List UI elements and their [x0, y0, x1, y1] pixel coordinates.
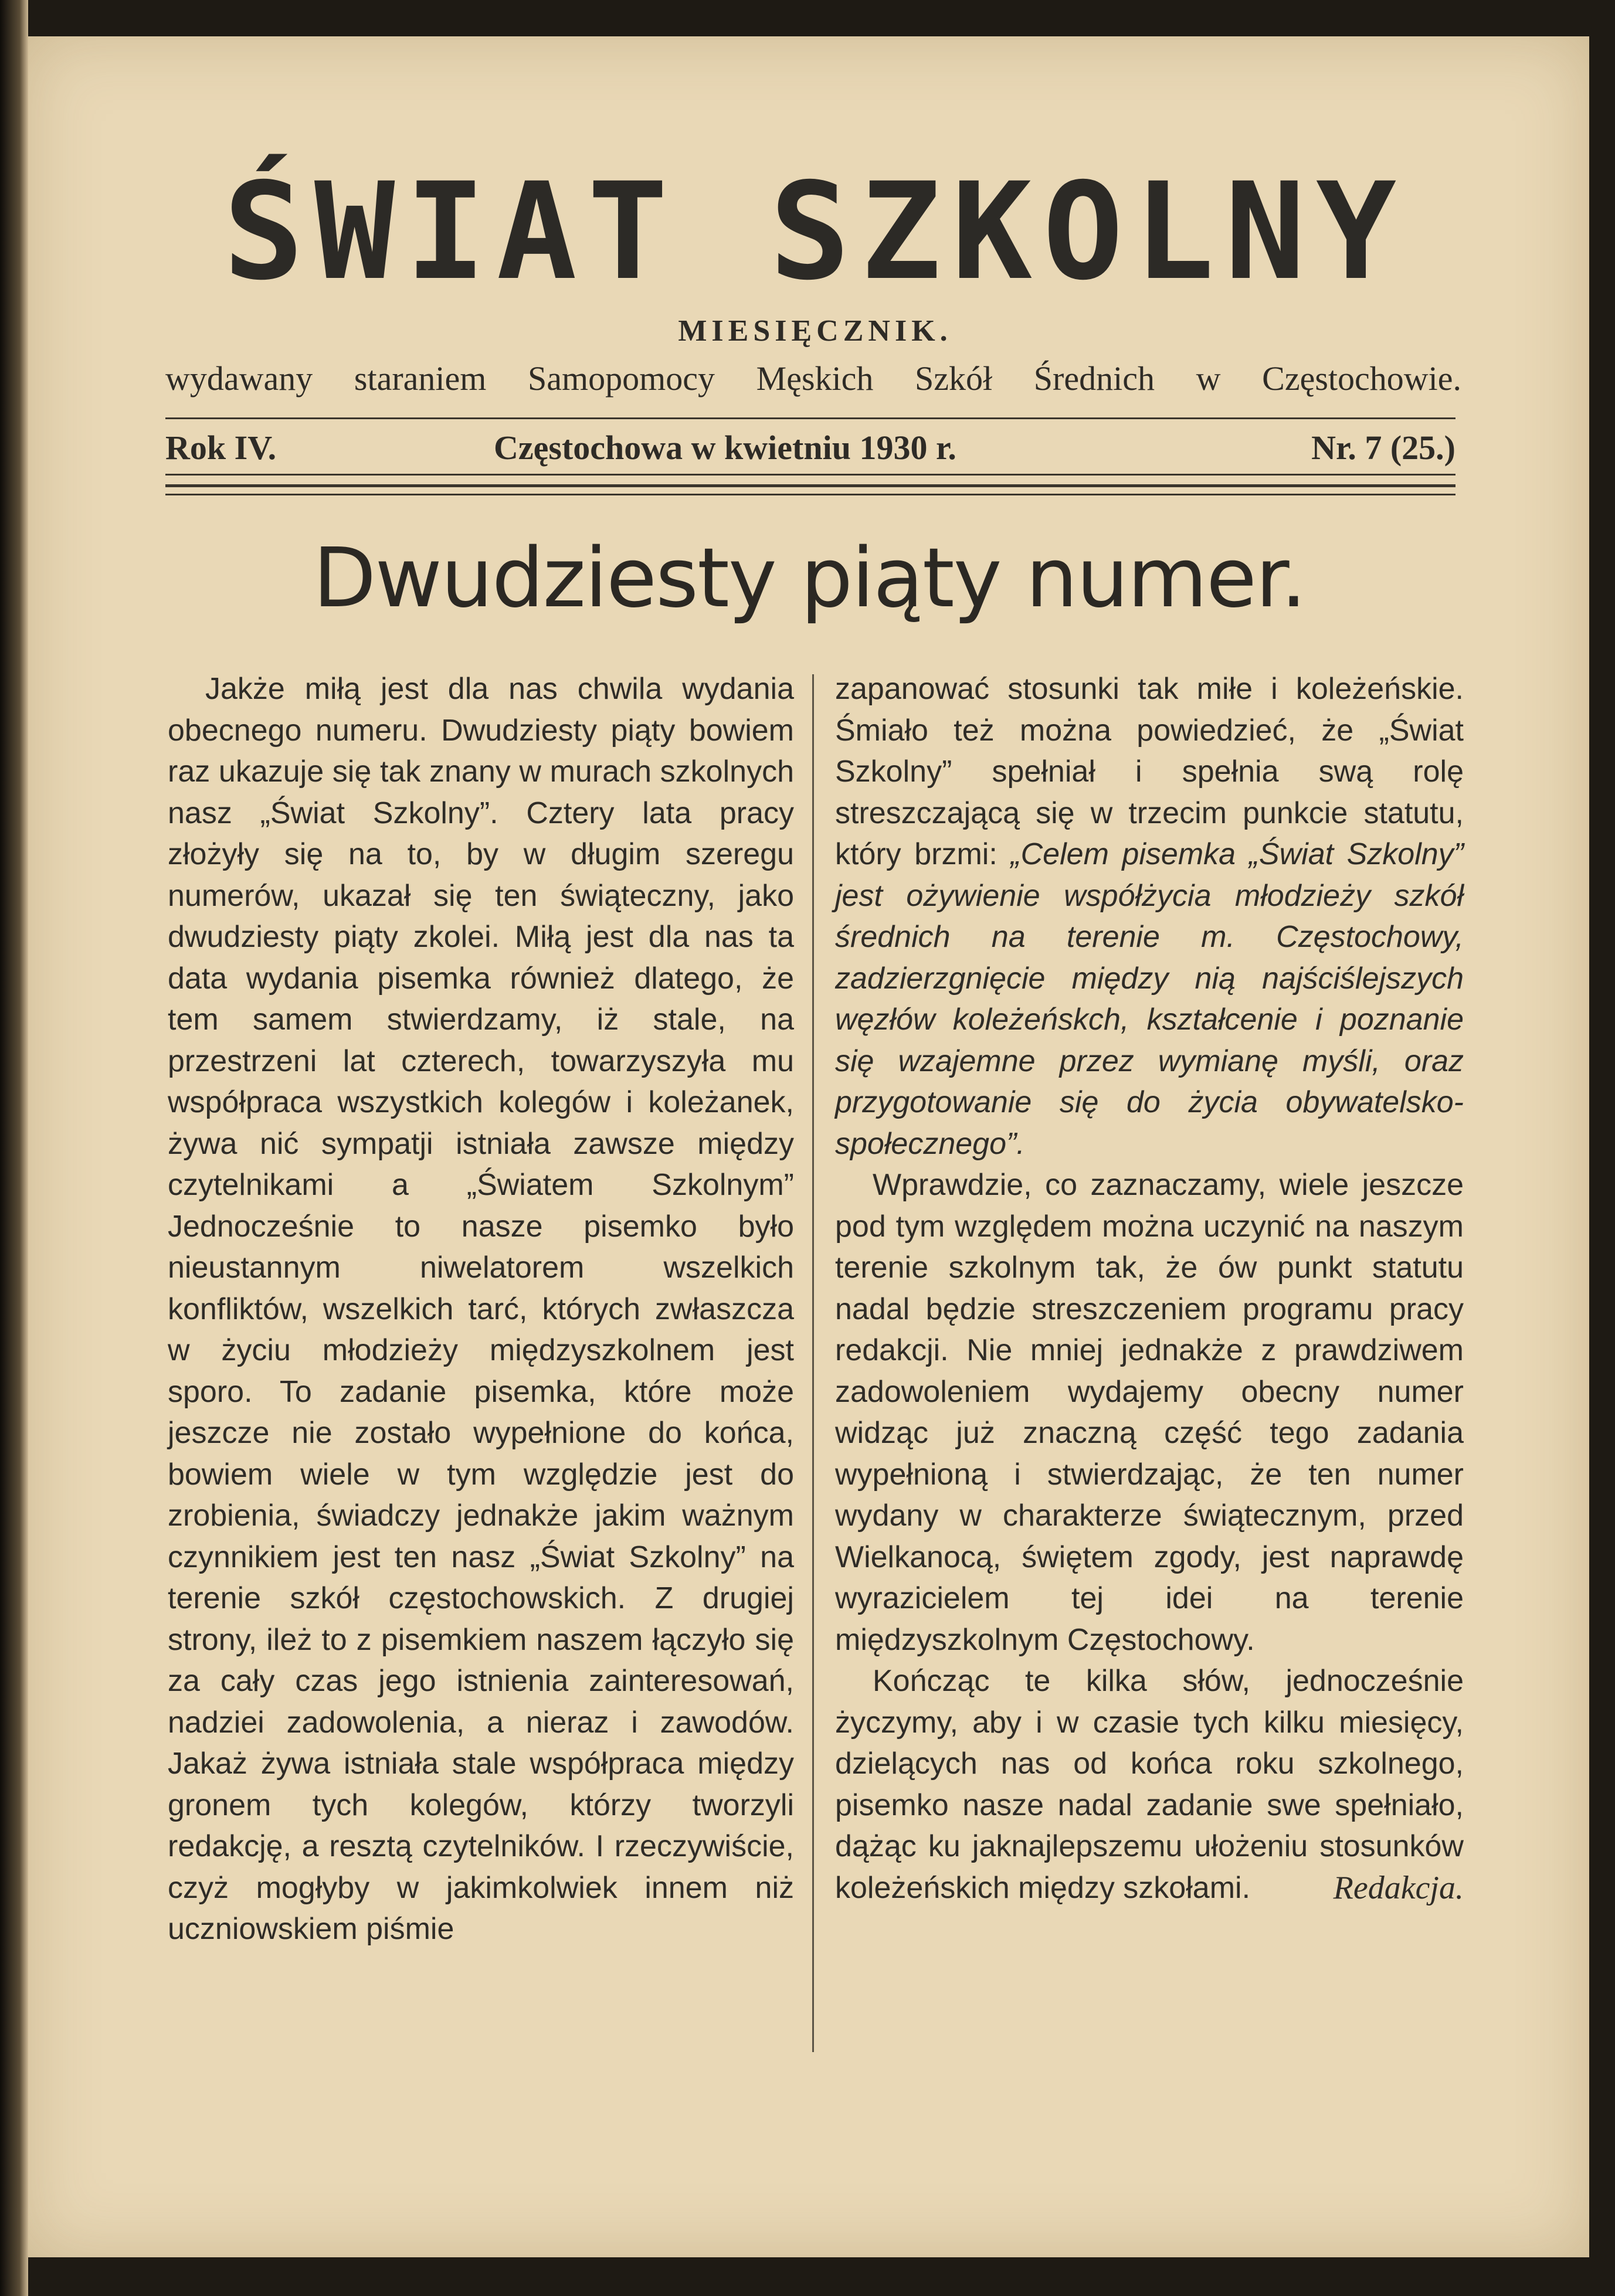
- rule-below-issue-1: [165, 474, 1455, 475]
- masthead-subtitle: MIESIĘCZNIK.: [678, 314, 952, 348]
- signature: Redakcja.: [1333, 1869, 1464, 1906]
- article-paragraph: Wprawdzie, co zaznaczamy, wiele jeszcze pod tym względem można uczynić na naszym terenie szkolnym tak, że ów punkt statutu nadal będzie streszczeniem programu pracy redakcji. Nie mniej jednakże z prawdziwem zadowoleniem wydajemy obecny numer widząc już znaczną część tego zadania wypełnioną i stwierdzając, że ten numer wydany w charakterze świątecznym, przed Wielkanocą, świętem zgody, jest naprawdę wyrazicielem tej idei na terenie międzyszkolnym Częstochowy.: [835, 1168, 1464, 1657]
- statute-quote: „Celem pisemka „Świat Szkolny” jest ożywienie współżycia młodzieży szkół średnich na terenie m. Częstochowy, zadzierzgnięcie między nią najściślejszych węzłów koleżeńskch, kształcenie i poznanie się wzajemne przez wymianę myśli, oraz przygotowanie się do życia obywatelsko-społecznego”.: [835, 837, 1464, 1161]
- column-divider: [812, 674, 814, 2052]
- article-paragraph-closing: [835, 1660, 1464, 1908]
- article-paragraph-statute: [835, 668, 1464, 1164]
- article-paragraph: Jakże miłą jest dla nas chwila wydania obecnego numeru. Dwudziesty piąty bowiem raz ukazuje się tak znany w murach szkolnych nasz „Świat Szkolny”. Cztery lata pracy złożyły się na to, by w długim szeregu numerów, ukazał się ten świąteczny, jako dwudziesty piąty zkolei. Miłą jest dla nas ta data wydania pisemka również dlatego, że tem samem stwierdzamy, iż stale, na przestrzeni lat czterech, towarzyszyła mu współpraca wszystkich kolegów i koleżanek, żywa nić sympatji istniała zawsze między czytelnikami a „Światem Szkolnym” Jednocześnie to nasze pisemko było nieustannym niwelatorem wszelkich konfliktów, wszelkich tarć, których zwłaszcza w życiu młodzieży międzyszkolnem jest sporo. To zadanie pisemka, które może jeszcze nie zostało wypełnione do końca, bowiem wiele w tym względzie jest do zrobienia, świadczy jednakże jakim ważnym czynnikiem jest ten nasz „Świat Szkolny” na terenie szkół częstochowskich. Z drugiej strony, ileż to z pisemkiem naszem łączyło się za cały czas jego istnienia zainteresowań, nadziei zadowolenia, a nieraz i zawodów. Jakaż żywa istniała stale współpraca między gronem tych kolegów, którzy tworzyli redakcję, a resztą czytelników. I rzeczywiście, czyż mogłyby w jakimkolwiek innem niż uczniowskiem piśmie: [168, 672, 794, 1946]
- issue-place-date: Częstochowa w kwietniu 1930 r.: [494, 429, 956, 467]
- rule-above-issue: [165, 417, 1455, 419]
- book-spine: [0, 0, 28, 2296]
- article-column-right: [835, 668, 1464, 1908]
- masthead-title: ŚWIAT SZKOLNY: [223, 154, 1407, 310]
- paragraph-text: zapanować stosunki tak miłe i koleżeńskie. Śmiało też można powiedzieć, że „Świat Szkolny” spełniał i spełnia swą rolę streszczającą się w trzecim punkcie statutu, który brzmi:: [835, 672, 1464, 871]
- rule-below-issue-2: [165, 484, 1455, 487]
- paragraph-text: Kończąc te kilka słów, jednocześnie życzymy, aby i w czasie tych kilku miesięcy, dzielących nas od końca roku szkolnego, pisemko nasze nadal zadanie swe spełniało, dążąc ku jaknajlepszemu ułożeniu stosunków koleżeńskich między szkołami.: [835, 1664, 1464, 1905]
- publisher-line: wydawany staraniem Samopomocy Męskich Szkół Średnich w Częstochowie.: [165, 359, 1461, 398]
- article-column-left: [168, 668, 794, 1950]
- rule-below-issue-3: [165, 494, 1455, 495]
- article-heading: Dwudziesty piąty numer.: [313, 531, 1306, 626]
- issue-year: Rok IV.: [165, 429, 277, 467]
- issue-line: [165, 428, 1455, 475]
- issue-number: Nr. 7 (25.): [1311, 429, 1455, 467]
